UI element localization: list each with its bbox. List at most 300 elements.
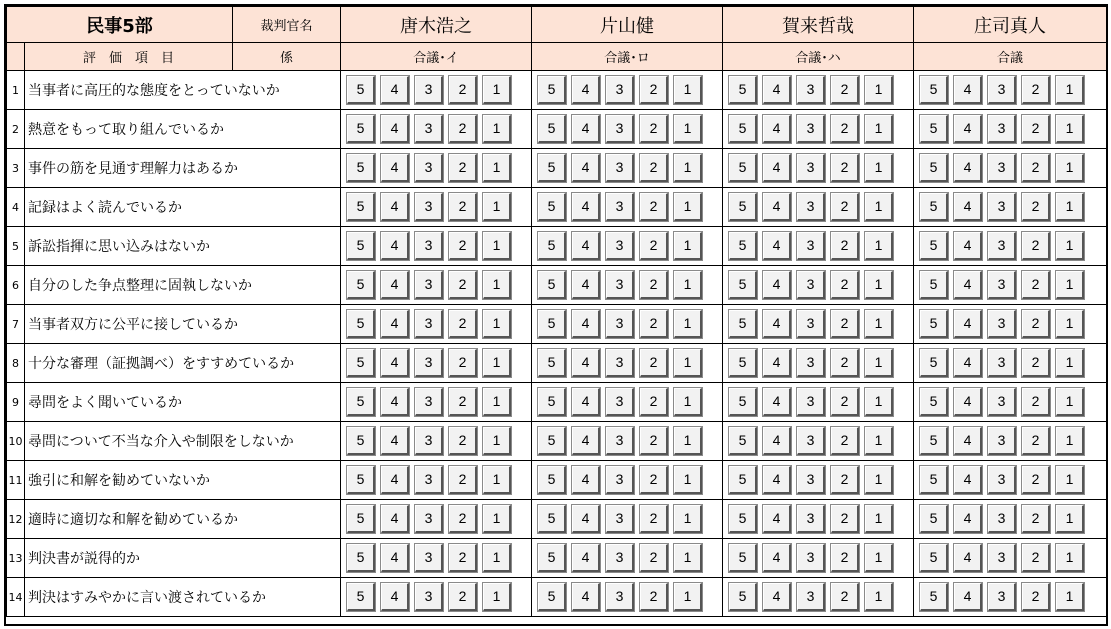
score-button-group [347, 388, 531, 416]
score-button-1[interactable]: 1 [483, 583, 511, 611]
score-button-1[interactable]: 1 [483, 154, 511, 182]
score-button-1[interactable]: 1 [865, 349, 893, 377]
score-button-4[interactable]: 4 [954, 310, 982, 338]
score-button-2[interactable]: 2 [831, 115, 859, 143]
score-button-1[interactable]: 1 [1056, 544, 1084, 572]
score-button-1[interactable]: 1 [674, 544, 702, 572]
score-button-1[interactable]: 1 [483, 310, 511, 338]
score-button-3[interactable]: 3 [797, 349, 825, 377]
score-button-3[interactable]: 3 [606, 583, 634, 611]
score-button-1[interactable]: 1 [1056, 583, 1084, 611]
score-button-2[interactable]: 2 [831, 310, 859, 338]
score-button-4[interactable]: 4 [954, 505, 982, 533]
score-button-5[interactable]: 5 [538, 544, 566, 572]
score-button-5[interactable]: 5 [538, 271, 566, 299]
score-button-5[interactable]: 5 [920, 76, 948, 104]
score-button-4[interactable]: 4 [381, 349, 409, 377]
score-button-5[interactable]: 5 [729, 505, 757, 533]
score-button-3[interactable]: 3 [988, 76, 1016, 104]
score-button-2[interactable]: 2 [831, 427, 859, 455]
score-button-5[interactable]: 5 [347, 154, 375, 182]
score-button-2[interactable]: 2 [831, 388, 859, 416]
score-button-1[interactable]: 1 [1056, 427, 1084, 455]
score-button-1[interactable]: 1 [1056, 388, 1084, 416]
score-button-5[interactable]: 5 [920, 427, 948, 455]
score-button-group [347, 115, 531, 143]
score-button-1[interactable]: 1 [674, 193, 702, 221]
score-cell-judge-1 [341, 383, 532, 422]
score-button-1[interactable]: 1 [674, 466, 702, 494]
score-button-2[interactable]: 2 [640, 349, 668, 377]
score-button-4[interactable]: 4 [954, 271, 982, 299]
score-button-1[interactable]: 1 [1056, 232, 1084, 260]
score-button-1[interactable]: 1 [483, 388, 511, 416]
score-button-4[interactable]: 4 [381, 466, 409, 494]
score-button-2[interactable]: 2 [640, 310, 668, 338]
score-button-4[interactable]: 4 [381, 505, 409, 533]
score-button-2[interactable]: 2 [1022, 310, 1050, 338]
score-button-3[interactable]: 3 [606, 193, 634, 221]
score-button-1[interactable]: 1 [483, 427, 511, 455]
score-button-4[interactable]: 4 [954, 193, 982, 221]
score-button-3[interactable]: 3 [988, 349, 1016, 377]
score-button-3[interactable]: 3 [988, 427, 1016, 455]
score-button-4[interactable]: 4 [763, 193, 791, 221]
score-button-1[interactable]: 1 [674, 310, 702, 338]
score-button-3[interactable]: 3 [988, 544, 1016, 572]
score-button-3[interactable]: 3 [797, 544, 825, 572]
score-button-5[interactable]: 5 [347, 466, 375, 494]
score-button-3[interactable]: 3 [606, 271, 634, 299]
score-button-3[interactable]: 3 [606, 544, 634, 572]
score-button-4[interactable]: 4 [572, 388, 600, 416]
score-button-3[interactable]: 3 [415, 193, 443, 221]
score-button-1[interactable]: 1 [674, 115, 702, 143]
score-button-2[interactable]: 2 [449, 388, 477, 416]
score-button-4[interactable]: 4 [381, 271, 409, 299]
score-button-4[interactable]: 4 [763, 232, 791, 260]
score-button-2[interactable]: 2 [449, 271, 477, 299]
score-button-5[interactable]: 5 [729, 583, 757, 611]
score-button-5[interactable]: 5 [347, 544, 375, 572]
score-button-3[interactable]: 3 [988, 115, 1016, 143]
score-button-5[interactable]: 5 [538, 154, 566, 182]
item-text: 判決はすみやかに言い渡されているか [25, 578, 341, 617]
item-row [7, 461, 1107, 500]
score-button-4[interactable]: 4 [763, 466, 791, 494]
score-button-3[interactable]: 3 [415, 505, 443, 533]
score-button-1[interactable]: 1 [1056, 271, 1084, 299]
score-button-4[interactable]: 4 [572, 154, 600, 182]
score-button-5[interactable]: 5 [347, 427, 375, 455]
score-button-1[interactable]: 1 [674, 583, 702, 611]
score-button-2[interactable]: 2 [1022, 427, 1050, 455]
score-button-2[interactable]: 2 [640, 466, 668, 494]
score-button-1[interactable]: 1 [1056, 310, 1084, 338]
score-button-4[interactable]: 4 [763, 115, 791, 143]
score-button-1[interactable]: 1 [865, 583, 893, 611]
score-button-5[interactable]: 5 [538, 310, 566, 338]
score-button-4[interactable]: 4 [954, 76, 982, 104]
score-button-2[interactable]: 2 [640, 583, 668, 611]
score-button-1[interactable]: 1 [674, 232, 702, 260]
score-button-4[interactable]: 4 [381, 115, 409, 143]
score-button-4[interactable]: 4 [381, 583, 409, 611]
score-button-3[interactable]: 3 [415, 388, 443, 416]
score-button-5[interactable]: 5 [920, 232, 948, 260]
score-button-2[interactable]: 2 [449, 115, 477, 143]
score-button-5[interactable]: 5 [920, 271, 948, 299]
score-button-1[interactable]: 1 [865, 115, 893, 143]
score-button-2[interactable]: 2 [449, 544, 477, 572]
score-button-2[interactable]: 2 [831, 193, 859, 221]
score-button-1[interactable]: 1 [483, 505, 511, 533]
score-button-1[interactable]: 1 [483, 76, 511, 104]
score-button-3[interactable]: 3 [797, 505, 825, 533]
score-cell-judge-3 [723, 71, 914, 110]
score-button-5[interactable]: 5 [347, 349, 375, 377]
score-button-1[interactable]: 1 [865, 388, 893, 416]
score-button-5[interactable]: 5 [538, 583, 566, 611]
item-row [7, 149, 1107, 188]
score-button-5[interactable]: 5 [729, 310, 757, 338]
score-button-group [347, 193, 531, 221]
score-button-2[interactable]: 2 [640, 154, 668, 182]
score-button-3[interactable]: 3 [606, 505, 634, 533]
score-button-1[interactable]: 1 [865, 76, 893, 104]
score-button-4[interactable]: 4 [763, 349, 791, 377]
item-number: 6 [7, 266, 25, 305]
score-button-5[interactable]: 5 [538, 193, 566, 221]
score-button-5[interactable]: 5 [729, 349, 757, 377]
score-button-5[interactable]: 5 [347, 388, 375, 416]
score-button-4[interactable]: 4 [572, 544, 600, 572]
score-cell-judge-2 [532, 422, 723, 461]
score-button-1[interactable]: 1 [674, 349, 702, 377]
score-button-group [729, 271, 913, 299]
score-button-4[interactable]: 4 [572, 193, 600, 221]
score-button-1[interactable]: 1 [674, 271, 702, 299]
score-button-5[interactable]: 5 [920, 544, 948, 572]
score-button-4[interactable]: 4 [381, 76, 409, 104]
score-button-1[interactable]: 1 [674, 427, 702, 455]
score-button-4[interactable]: 4 [572, 232, 600, 260]
score-button-2[interactable]: 2 [831, 349, 859, 377]
score-button-5[interactable]: 5 [920, 310, 948, 338]
score-button-2[interactable]: 2 [831, 271, 859, 299]
score-button-2[interactable]: 2 [449, 466, 477, 494]
score-button-5[interactable]: 5 [538, 76, 566, 104]
score-button-1[interactable]: 1 [483, 349, 511, 377]
score-button-4[interactable]: 4 [954, 427, 982, 455]
score-button-1[interactable]: 1 [865, 427, 893, 455]
score-button-1[interactable]: 1 [483, 232, 511, 260]
score-button-3[interactable]: 3 [797, 271, 825, 299]
score-button-3[interactable]: 3 [606, 154, 634, 182]
score-button-2[interactable]: 2 [1022, 583, 1050, 611]
score-button-4[interactable]: 4 [381, 427, 409, 455]
score-button-3[interactable]: 3 [988, 505, 1016, 533]
score-button-2[interactable]: 2 [1022, 154, 1050, 182]
score-button-1[interactable]: 1 [865, 232, 893, 260]
score-button-5[interactable]: 5 [729, 427, 757, 455]
score-button-4[interactable]: 4 [763, 583, 791, 611]
score-button-5[interactable]: 5 [729, 271, 757, 299]
score-button-2[interactable]: 2 [1022, 388, 1050, 416]
score-button-4[interactable]: 4 [954, 466, 982, 494]
score-button-4[interactable]: 4 [572, 76, 600, 104]
score-button-1[interactable]: 1 [1056, 115, 1084, 143]
score-button-5[interactable]: 5 [729, 154, 757, 182]
score-button-3[interactable]: 3 [797, 427, 825, 455]
score-button-4[interactable]: 4 [954, 388, 982, 416]
score-button-2[interactable]: 2 [449, 505, 477, 533]
score-button-1[interactable]: 1 [674, 505, 702, 533]
score-button-1[interactable]: 1 [865, 310, 893, 338]
score-button-2[interactable]: 2 [449, 427, 477, 455]
score-button-3[interactable]: 3 [797, 232, 825, 260]
score-button-4[interactable]: 4 [381, 232, 409, 260]
score-button-3[interactable]: 3 [797, 76, 825, 104]
item-number: 8 [7, 344, 25, 383]
score-button-4[interactable]: 4 [381, 388, 409, 416]
score-button-2[interactable]: 2 [640, 505, 668, 533]
score-button-4[interactable]: 4 [572, 271, 600, 299]
score-button-3[interactable]: 3 [415, 544, 443, 572]
score-button-3[interactable]: 3 [415, 583, 443, 611]
score-button-3[interactable]: 3 [415, 310, 443, 338]
score-button-5[interactable]: 5 [347, 505, 375, 533]
score-button-2[interactable]: 2 [1022, 115, 1050, 143]
score-button-2[interactable]: 2 [640, 544, 668, 572]
score-button-3[interactable]: 3 [606, 388, 634, 416]
item-text: 記録はよく読んでいるか [25, 188, 341, 227]
score-button-5[interactable]: 5 [538, 466, 566, 494]
score-button-2[interactable]: 2 [831, 466, 859, 494]
score-button-5[interactable]: 5 [729, 115, 757, 143]
score-button-1[interactable]: 1 [865, 271, 893, 299]
score-button-5[interactable]: 5 [347, 310, 375, 338]
score-button-3[interactable]: 3 [988, 154, 1016, 182]
score-button-2[interactable]: 2 [449, 349, 477, 377]
score-button-3[interactable]: 3 [797, 193, 825, 221]
score-button-3[interactable]: 3 [415, 232, 443, 260]
score-button-4[interactable]: 4 [381, 310, 409, 338]
item-text: 当事者に高圧的な態度をとっていないか [25, 71, 341, 110]
score-button-1[interactable]: 1 [865, 505, 893, 533]
item-row [7, 500, 1107, 539]
score-button-5[interactable]: 5 [920, 154, 948, 182]
score-button-5[interactable]: 5 [538, 349, 566, 377]
score-button-3[interactable]: 3 [988, 310, 1016, 338]
score-button-4[interactable]: 4 [763, 76, 791, 104]
score-button-2[interactable]: 2 [449, 193, 477, 221]
score-button-4[interactable]: 4 [572, 583, 600, 611]
score-button-2[interactable]: 2 [640, 115, 668, 143]
score-button-5[interactable]: 5 [347, 115, 375, 143]
score-button-5[interactable]: 5 [347, 583, 375, 611]
score-button-5[interactable]: 5 [729, 466, 757, 494]
score-button-3[interactable]: 3 [988, 466, 1016, 494]
score-button-3[interactable]: 3 [606, 349, 634, 377]
score-button-1[interactable]: 1 [674, 154, 702, 182]
score-button-2[interactable]: 2 [1022, 505, 1050, 533]
score-button-2[interactable]: 2 [831, 544, 859, 572]
score-button-2[interactable]: 2 [449, 76, 477, 104]
score-button-2[interactable]: 2 [831, 232, 859, 260]
score-button-3[interactable]: 3 [606, 427, 634, 455]
score-button-3[interactable]: 3 [988, 388, 1016, 416]
score-button-3[interactable]: 3 [415, 154, 443, 182]
score-button-5[interactable]: 5 [920, 466, 948, 494]
score-button-3[interactable]: 3 [415, 271, 443, 299]
score-button-1[interactable]: 1 [674, 388, 702, 416]
score-button-2[interactable]: 2 [1022, 466, 1050, 494]
score-button-4[interactable]: 4 [954, 232, 982, 260]
score-button-3[interactable]: 3 [415, 349, 443, 377]
score-button-3[interactable]: 3 [415, 466, 443, 494]
score-button-1[interactable]: 1 [483, 466, 511, 494]
score-button-1[interactable]: 1 [1056, 76, 1084, 104]
score-button-4[interactable]: 4 [381, 154, 409, 182]
score-button-3[interactable]: 3 [797, 115, 825, 143]
score-button-5[interactable]: 5 [538, 232, 566, 260]
score-button-3[interactable]: 3 [606, 232, 634, 260]
score-button-2[interactable]: 2 [831, 583, 859, 611]
score-button-5[interactable]: 5 [920, 505, 948, 533]
score-button-4[interactable]: 4 [954, 349, 982, 377]
score-button-4[interactable]: 4 [381, 544, 409, 572]
score-button-1[interactable]: 1 [865, 466, 893, 494]
score-button-2[interactable]: 2 [1022, 349, 1050, 377]
score-button-5[interactable]: 5 [729, 544, 757, 572]
score-button-4[interactable]: 4 [572, 427, 600, 455]
score-button-3[interactable]: 3 [797, 310, 825, 338]
score-button-3[interactable]: 3 [988, 193, 1016, 221]
score-button-4[interactable]: 4 [572, 505, 600, 533]
score-button-2[interactable]: 2 [640, 271, 668, 299]
score-button-5[interactable]: 5 [347, 271, 375, 299]
score-button-1[interactable]: 1 [1056, 505, 1084, 533]
score-button-2[interactable]: 2 [1022, 271, 1050, 299]
score-button-5[interactable]: 5 [347, 232, 375, 260]
score-button-1[interactable]: 1 [865, 193, 893, 221]
score-button-2[interactable]: 2 [640, 193, 668, 221]
score-button-3[interactable]: 3 [988, 583, 1016, 611]
score-button-1[interactable]: 1 [483, 544, 511, 572]
score-button-4[interactable]: 4 [763, 544, 791, 572]
score-button-3[interactable]: 3 [797, 388, 825, 416]
score-button-4[interactable]: 4 [763, 427, 791, 455]
score-button-3[interactable]: 3 [415, 76, 443, 104]
score-button-5[interactable]: 5 [729, 232, 757, 260]
score-button-2[interactable]: 2 [831, 76, 859, 104]
score-button-2[interactable]: 2 [640, 232, 668, 260]
score-button-5[interactable]: 5 [538, 388, 566, 416]
score-button-5[interactable]: 5 [920, 349, 948, 377]
score-button-5[interactable]: 5 [920, 115, 948, 143]
score-button-1[interactable]: 1 [483, 271, 511, 299]
score-button-5[interactable]: 5 [538, 427, 566, 455]
score-button-1[interactable]: 1 [1056, 154, 1084, 182]
score-button-2[interactable]: 2 [640, 76, 668, 104]
score-button-4[interactable]: 4 [572, 115, 600, 143]
score-button-4[interactable]: 4 [572, 349, 600, 377]
score-button-2[interactable]: 2 [640, 427, 668, 455]
score-button-3[interactable]: 3 [797, 583, 825, 611]
score-button-4[interactable]: 4 [954, 544, 982, 572]
score-button-4[interactable]: 4 [763, 310, 791, 338]
score-button-1[interactable]: 1 [1056, 193, 1084, 221]
score-button-2[interactable]: 2 [449, 583, 477, 611]
judge-role-3: 合議･ハ [723, 43, 914, 71]
score-button-1[interactable]: 1 [1056, 349, 1084, 377]
score-button-5[interactable]: 5 [729, 193, 757, 221]
score-button-4[interactable]: 4 [381, 193, 409, 221]
score-button-3[interactable]: 3 [797, 154, 825, 182]
score-button-2[interactable]: 2 [1022, 193, 1050, 221]
score-button-4[interactable]: 4 [954, 115, 982, 143]
score-button-2[interactable]: 2 [449, 232, 477, 260]
score-button-2[interactable]: 2 [1022, 544, 1050, 572]
score-button-5[interactable]: 5 [347, 193, 375, 221]
score-button-3[interactable]: 3 [988, 271, 1016, 299]
score-button-3[interactable]: 3 [606, 115, 634, 143]
score-button-4[interactable]: 4 [763, 271, 791, 299]
score-button-5[interactable]: 5 [729, 388, 757, 416]
score-button-3[interactable]: 3 [797, 466, 825, 494]
score-button-2[interactable]: 2 [831, 154, 859, 182]
score-button-4[interactable]: 4 [763, 154, 791, 182]
score-button-4[interactable]: 4 [572, 310, 600, 338]
score-button-4[interactable]: 4 [572, 466, 600, 494]
score-button-1[interactable]: 1 [483, 193, 511, 221]
score-button-4[interactable]: 4 [763, 388, 791, 416]
score-button-2[interactable]: 2 [1022, 76, 1050, 104]
score-button-3[interactable]: 3 [606, 310, 634, 338]
judge-role-4: 合議 [914, 43, 1107, 71]
score-cell-judge-2 [532, 539, 723, 578]
score-button-5[interactable]: 5 [920, 583, 948, 611]
score-button-4[interactable]: 4 [954, 583, 982, 611]
score-button-4[interactable]: 4 [954, 154, 982, 182]
score-button-2[interactable]: 2 [449, 310, 477, 338]
score-button-3[interactable]: 3 [415, 427, 443, 455]
score-button-5[interactable]: 5 [729, 76, 757, 104]
score-button-2[interactable]: 2 [831, 505, 859, 533]
score-button-2[interactable]: 2 [449, 154, 477, 182]
score-cell-judge-2 [532, 461, 723, 500]
score-button-5[interactable]: 5 [920, 193, 948, 221]
score-button-3[interactable]: 3 [606, 466, 634, 494]
score-button-5[interactable]: 5 [347, 76, 375, 104]
score-button-1[interactable]: 1 [483, 115, 511, 143]
score-button-group [347, 427, 531, 455]
score-button-1[interactable]: 1 [865, 544, 893, 572]
score-button-5[interactable]: 5 [538, 505, 566, 533]
score-button-1[interactable]: 1 [1056, 466, 1084, 494]
score-button-3[interactable]: 3 [988, 232, 1016, 260]
score-button-3[interactable]: 3 [606, 76, 634, 104]
score-button-2[interactable]: 2 [1022, 232, 1050, 260]
score-button-5[interactable]: 5 [538, 115, 566, 143]
score-button-1[interactable]: 1 [865, 154, 893, 182]
score-button-4[interactable]: 4 [763, 505, 791, 533]
score-button-2[interactable]: 2 [640, 388, 668, 416]
score-button-5[interactable]: 5 [920, 388, 948, 416]
score-button-3[interactable]: 3 [415, 115, 443, 143]
score-button-1[interactable]: 1 [674, 76, 702, 104]
